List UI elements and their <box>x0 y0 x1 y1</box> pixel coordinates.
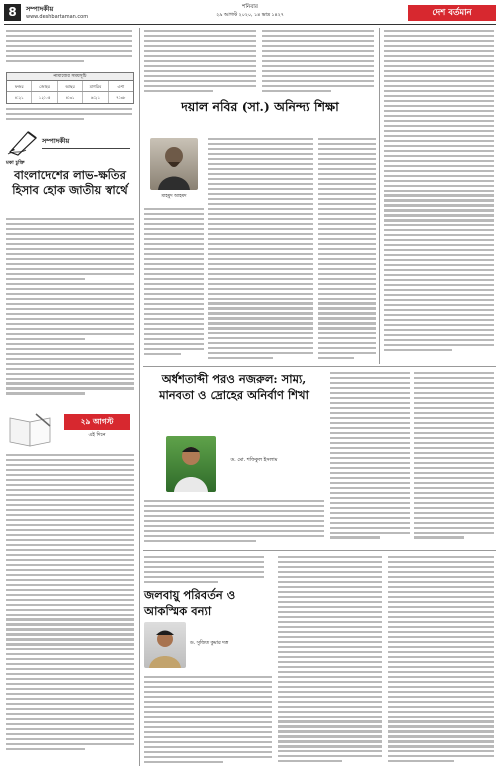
editorial-label: সম্পাদকীয় <box>42 137 70 145</box>
article2-body-left <box>144 500 324 546</box>
prayer-time: ৪:৩১ <box>58 92 83 103</box>
header-day: শনিবার <box>242 4 258 10</box>
article1-body-col0 <box>144 208 204 364</box>
article1-body-col2 <box>318 138 376 364</box>
prayer-time: ৪:২১ <box>7 92 32 103</box>
editorial-kicker: মকা চুক্তি <box>6 160 25 166</box>
article1-author-block <box>144 138 204 204</box>
masthead: দেশ বর্তমান <box>408 5 496 21</box>
article2-title: অর্ধশতাব্দী পরও নজরুল: সাম্য, মানবতা ও দ্রোহের অনির্বাণ শিখা <box>159 372 309 402</box>
author-photo <box>166 436 216 492</box>
prayer-name: এশা <box>117 84 125 89</box>
article3-body-col0 <box>144 676 272 766</box>
article1-lead-col1 <box>144 30 256 98</box>
this-day-subtitle: এই দিনে <box>88 432 106 438</box>
article1-body-col1 <box>208 138 313 364</box>
editorial-headline: বাংলাদেশের লাভ-ক্ষতির হিসাব হোক জাতীয় স্বার্থে <box>12 168 128 197</box>
pen-nib-icon <box>6 128 42 156</box>
header-date: ২৯ আগস্ট ২০২০, ১৪ ভাদ্র ১৪২৭ <box>216 13 284 18</box>
article3-author-block <box>144 622 274 672</box>
intro-text <box>6 30 132 66</box>
notice-text <box>6 108 132 124</box>
prayer-time: ৭:৩৮ <box>116 95 126 100</box>
article3-lead <box>144 556 264 586</box>
open-book-illustration <box>6 412 56 448</box>
article3-body-col1 <box>278 556 382 766</box>
article2-body-col1 <box>330 372 410 546</box>
article1-body-col3 <box>384 30 494 364</box>
article2-author-block <box>144 436 324 496</box>
article1-title: দয়াল নবির (সা.) অনিন্দ্য শিক্ষা <box>181 99 339 114</box>
article1-lead-col2 <box>262 30 374 98</box>
author-photo <box>150 138 198 190</box>
article2-author: ড. মো. শফিকুল ইসলাম <box>230 457 278 463</box>
this-day-box <box>6 408 134 450</box>
page-header <box>0 0 500 26</box>
this-day-ribbon: ২৯ আগস্ট <box>64 414 130 430</box>
prayer-time: ৬:২১ <box>83 92 108 103</box>
article1-author: মাহমুদ আহমদ <box>161 194 187 199</box>
section-label: সম্পাদকীয় <box>26 5 54 13</box>
editorial-badge <box>6 128 132 156</box>
prayer-name: মাগরিব <box>83 81 108 91</box>
author-photo <box>144 622 186 668</box>
prayer-name: ফজর <box>7 81 32 91</box>
article3-body-col2 <box>388 556 494 766</box>
this-day-list <box>6 454 134 766</box>
article3-title: জলবায়ু পরিবর্তন ও আকস্মিক বন্যা <box>144 588 236 618</box>
prayer-title: নামাজের সময়সূচি <box>7 73 133 81</box>
editorial-body <box>6 218 134 406</box>
prayer-times-box <box>6 72 134 104</box>
page-number: 8 <box>4 4 21 21</box>
prayer-time: ১২:০৫ <box>32 92 57 103</box>
website-link[interactable]: www.deshbartaman.com <box>26 14 89 20</box>
prayer-name: আছর <box>58 81 83 91</box>
article3-author: ড. সুজিত কুমার দত্ত <box>190 641 229 646</box>
article2-body-col2 <box>414 372 494 546</box>
prayer-name: জোহর <box>32 81 57 91</box>
